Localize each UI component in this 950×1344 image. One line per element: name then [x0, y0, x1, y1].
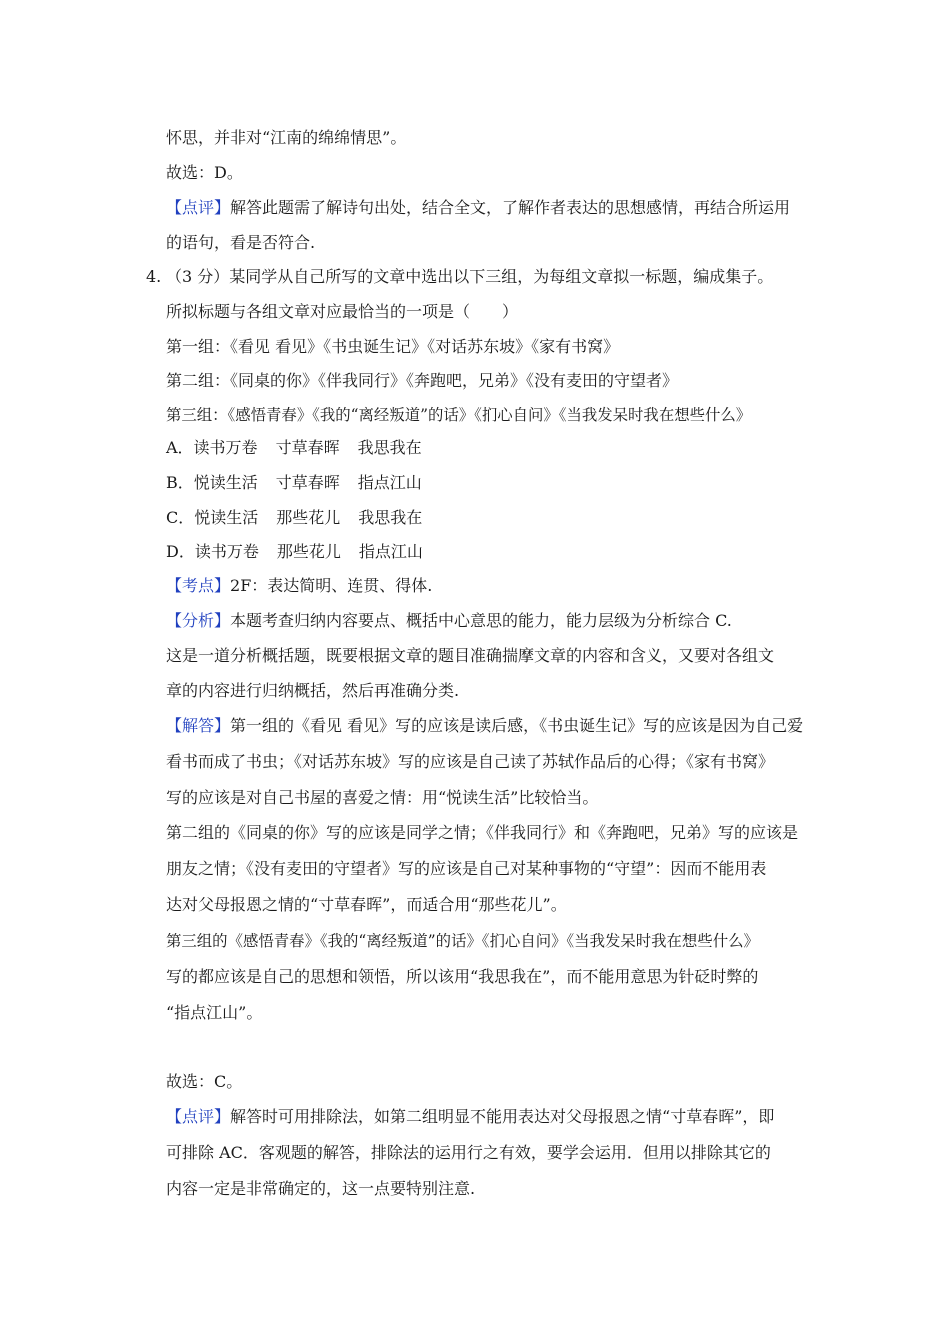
option-c [166, 507, 826, 529]
group-3: 第三组：《感悟青春》《我的“离经叛道”的话》《扪心自问》《当我发呆时我在想些什么》 [166, 406, 752, 424]
option-b-title-2: 寸草春晖 [275, 473, 340, 492]
prev-explanation-line: 怀思，并非对“江南的绵绵情思”。 [166, 128, 407, 147]
jieda-line-1 [166, 715, 826, 737]
question-stem-1: （3 分）某同学从自己所写的文章中选出以下三组，为每组文章拟一标题，编成集子。 [166, 267, 774, 286]
comment-tag: 【点评】 [166, 198, 231, 217]
option-a-label: A．读书万卷 [166, 438, 258, 457]
kaodian-line [166, 575, 826, 597]
fenxi-tag: 【分析】 [166, 611, 231, 630]
jieda-text-1: 第一组的《看见 看见》写的应该是读后感，《书虫诞生记》写的应该是因为自己爱 [230, 716, 804, 735]
dianping-line-3: 内容一定是非常确定的，这一点要特别注意. [166, 1179, 476, 1198]
option-c-title-2: 那些花儿 [276, 508, 341, 527]
option-d [166, 541, 826, 563]
prev-comment-line-1 [166, 197, 826, 219]
option-b-title-3: 指点江山 [357, 473, 422, 492]
fenxi-text-1: 本题考查归纳内容要点、概括中心意思的能力，能力层级为分析综合 C. [230, 611, 732, 630]
dianping-tag: 【点评】 [166, 1107, 231, 1126]
prev-comment-text-1: 解答此题需了解诗句出处，结合全文，了解作者表达的思想感情，再结合所运用 [230, 198, 791, 217]
question-number: 4. [146, 267, 162, 286]
option-b [166, 472, 826, 494]
jieda-line-5: 朋友之情；《没有麦田的守望者》写的应该是自己对某种事物的“守望”：因而不能用表 [166, 859, 767, 878]
jieda-line-2: 看书而成了书虫；《对话苏东坡》写的应该是自己读了苏轼作品后的心得；《家有书窝》 [166, 752, 775, 771]
jieda-line-8: 写的都应该是自己的思想和领悟，所以该用“我思我在”，而不能用意思为针砭时弊的 [166, 967, 759, 986]
option-c-title-3: 我思我在 [358, 508, 423, 527]
option-d-title-2: 那些花儿 [276, 542, 341, 561]
option-d-title-3: 指点江山 [358, 542, 423, 561]
group-1: 第一组：《看见 看见》《书虫诞生记》《对话苏东坡》《家有书窝》 [166, 337, 620, 356]
option-b-label: B．悦读生活 [166, 473, 258, 492]
jieda-line-3: 写的应该是对自己书屋的喜爱之情：用“悦读生活”比较恰当。 [166, 788, 599, 807]
prev-answer: 故选：D。 [166, 163, 243, 182]
dianping-line-1 [166, 1106, 826, 1128]
option-a [166, 437, 826, 459]
option-c-label: C．悦读生活 [166, 508, 259, 527]
jieda-line-7: 第三组的《感悟青春》《我的“离经叛道”的话》《扪心自问》《当我发呆时我在想些什么》 [166, 932, 759, 950]
dianping-line-2: 可排除 AC．客观题的解答，排除法的运用行之有效，要学会运用．但用以排除其它的 [166, 1143, 771, 1162]
q4-answer: 故选：C。 [166, 1072, 243, 1091]
kaodian-tag: 【考点】 [166, 576, 231, 595]
fenxi-line-1 [166, 610, 826, 632]
dianping-text-1: 解答时可用排除法，如第二组明显不能用表达对父母报恩之情“寸草春晖”，即 [230, 1107, 775, 1126]
option-a-title-3: 我思我在 [357, 438, 422, 457]
option-d-label: D．读书万卷 [166, 542, 259, 561]
jieda-line-4: 第二组的《同桌的你》写的应该是同学之情；《伴我同行》和《奔跑吧，兄弟》写的应该是 [166, 823, 799, 842]
kaodian-text: 2F：表达简明、连贯、得体. [230, 576, 433, 595]
fenxi-line-3: 章的内容进行归纳概括，然后再准确分类. [166, 681, 460, 700]
jieda-line-6: 达对父母报恩之情的“寸草春晖”，而适合用“那些花儿”。 [166, 895, 567, 914]
jieda-tag: 【解答】 [166, 716, 231, 735]
jieda-line-9: “指点江山”。 [166, 1003, 263, 1022]
option-a-title-2: 寸草春晖 [275, 438, 340, 457]
question-stem-2: 所拟标题与各组文章对应最恰当的一项是（ ） [166, 302, 519, 321]
prev-comment-line-2: 的语句，看是否符合. [166, 233, 316, 252]
fenxi-line-2: 这是一道分析概括题，既要根据文章的题目准确揣摩文章的内容和含义，又要对各组文 [166, 646, 775, 665]
group-2: 第二组：《同桌的你》《伴我同行》《奔跑吧，兄弟》《没有麦田的守望者》 [166, 371, 679, 390]
